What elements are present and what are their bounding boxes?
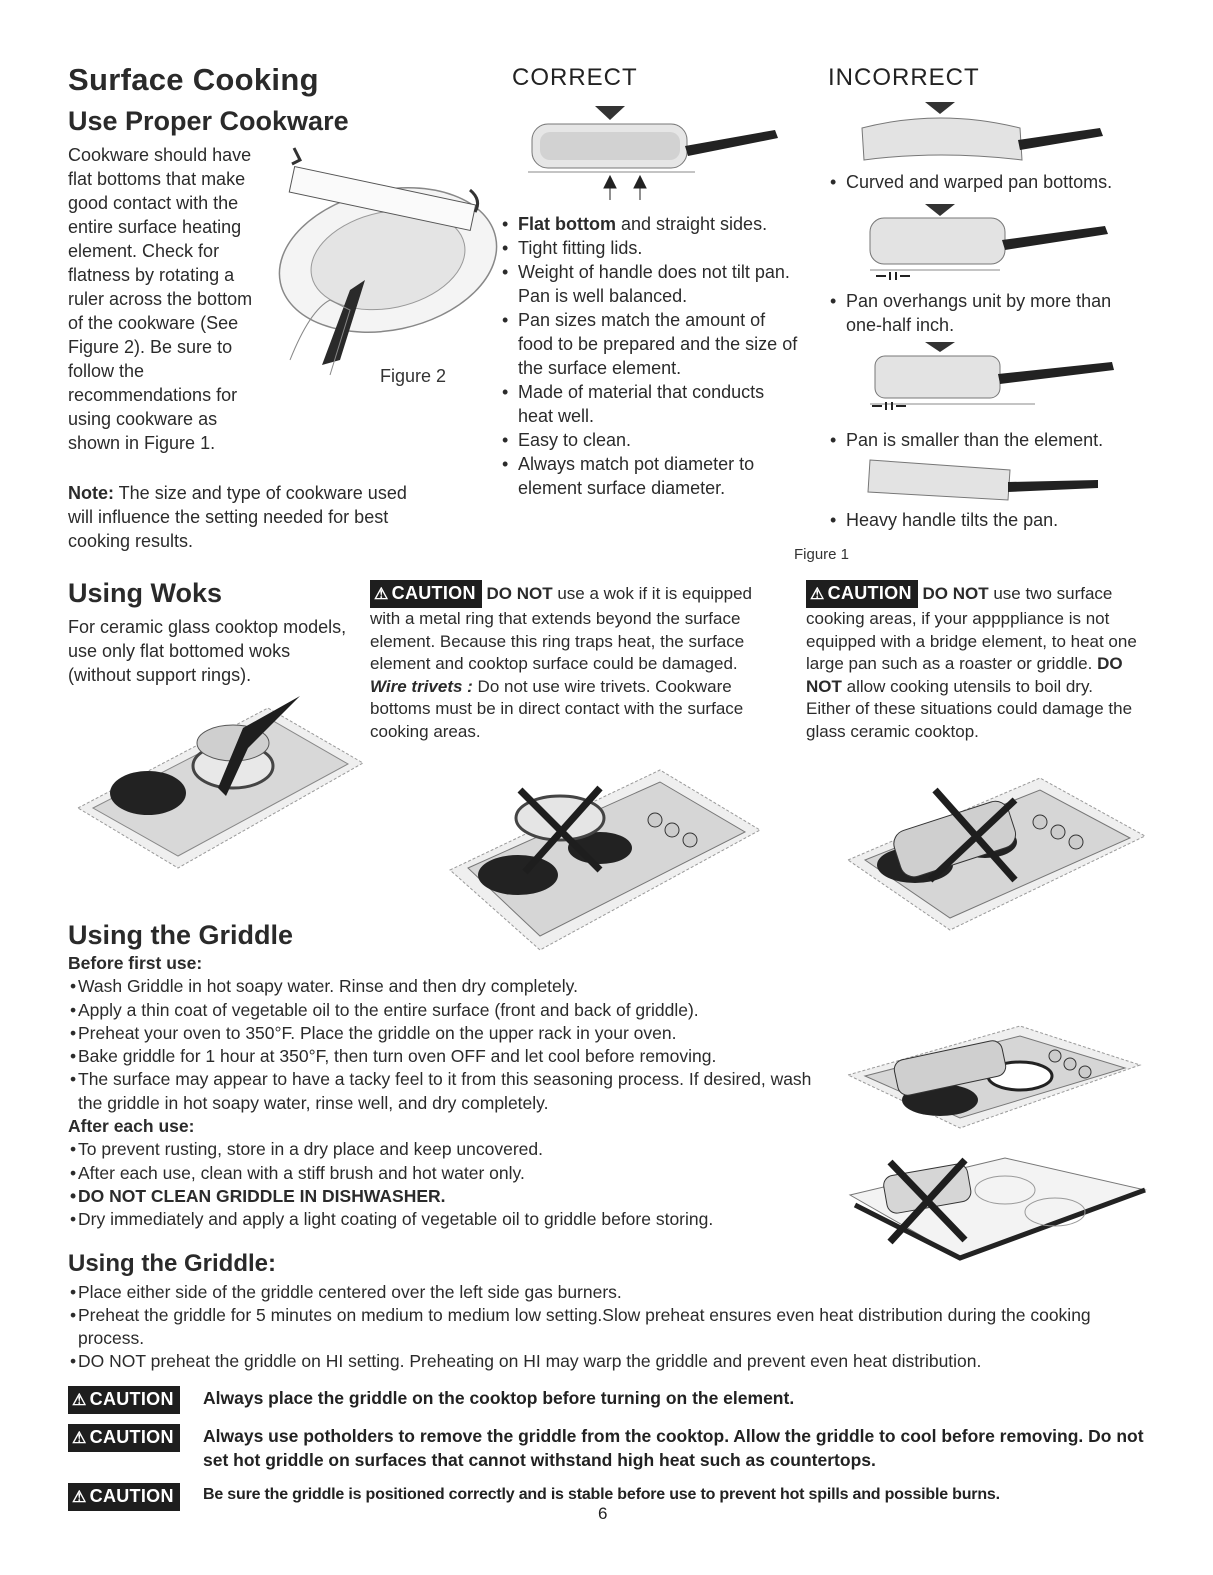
caution-text: Be sure the griddle is positioned correctly and is stable before use to prevent hot spills and possible burns. bbox=[203, 1486, 1000, 1503]
incorrect-item-3-wrap bbox=[828, 428, 1148, 452]
caution-badge bbox=[68, 1483, 180, 1511]
incorrect-item-2-wrap bbox=[828, 289, 1148, 337]
correct-item-flat bbox=[500, 212, 800, 236]
wok-caution-paragraph bbox=[370, 580, 775, 743]
warning-icon: ⚠ bbox=[374, 586, 389, 603]
correct-item: • Pan sizes match the amount of food to be prepared and the size of the surface element. bbox=[500, 308, 800, 380]
griddle-on-glass-cooktop-illustration bbox=[845, 1150, 1150, 1265]
warning-icon: ⚠ bbox=[72, 1489, 87, 1506]
woks-heading: Using Woks bbox=[68, 578, 223, 608]
incorrect-item: • Curved and warped pan bottoms. bbox=[828, 170, 1168, 194]
caution-label: CAUTION bbox=[391, 583, 476, 603]
griddle-section bbox=[68, 952, 828, 1232]
figure1-label: Figure 1 bbox=[794, 546, 850, 563]
overhang-pan-illustration bbox=[850, 200, 1110, 285]
bridge-caution-paragraph bbox=[806, 580, 1142, 743]
caution-label: CAUTION bbox=[89, 1427, 174, 1447]
caution-badge bbox=[68, 1424, 180, 1452]
wok-on-cooktop-illustration bbox=[68, 688, 368, 878]
list-item: • DO NOT CLEAN GRIDDLE IN DISHWASHER. bbox=[68, 1185, 828, 1208]
note-label: Note: bbox=[68, 483, 114, 503]
after-each-use-list bbox=[68, 1138, 828, 1231]
section-title-cookware: Use Proper Cookware bbox=[68, 106, 349, 136]
caution-text: Always place the griddle on the cooktop before turning on the element. bbox=[203, 1388, 795, 1408]
list-item: • Place either side of the griddle centered over the left side gas burners. bbox=[68, 1281, 1148, 1304]
warped-pan-illustration bbox=[850, 98, 1110, 168]
cookware-note bbox=[68, 481, 408, 553]
incorrect-item: • Heavy handle tilts the pan. bbox=[828, 508, 1148, 532]
correct-item: • Tight fitting lids. bbox=[500, 236, 800, 260]
caution-label: CAUTION bbox=[827, 583, 912, 603]
flat-bottom-text: and straight sides. bbox=[615, 214, 768, 234]
bridge-caution-text: use two surface cooking areas, if your appppliance is not equipped with a bridge element, to heat one large pan such as a roaster or griddle. bbox=[806, 584, 1137, 673]
after-each-use-label: After each use: bbox=[68, 1116, 195, 1137]
incorrect-item: • Pan is smaller than the element. bbox=[828, 428, 1148, 452]
wok-with-ring-illustration bbox=[440, 760, 770, 965]
correct-item: • Made of material that conducts heat well. bbox=[500, 380, 800, 428]
caution-label: CAUTION bbox=[89, 1486, 174, 1506]
caution-label: CAUTION bbox=[89, 1389, 174, 1409]
warning-icon: ⚠ bbox=[72, 1392, 87, 1409]
page-title: Surface Cooking bbox=[68, 62, 319, 97]
incorrect-item-1-wrap bbox=[828, 170, 1168, 194]
flat-bottom-label: Flat bottom bbox=[518, 214, 616, 234]
roaster-on-two-elements-illustration bbox=[840, 770, 1150, 940]
warning-icon: ⚠ bbox=[810, 586, 825, 603]
list-item: • DO NOT preheat the griddle on HI setting. Preheating on HI may warp the griddle and prevent even heat distribution. bbox=[68, 1350, 1148, 1373]
do-not-label: DO NOT bbox=[922, 584, 989, 603]
cookware-intro: Cookware should have flat bottoms that make good contact with the entire surface heating element. Check for flatness by rotating a ruler across the bottom of the cookware (See Figure 2). Be sure to follow the recommendations for using cookware as shown in Figure 1. bbox=[68, 145, 253, 453]
griddle-heading: Using the Griddle bbox=[68, 920, 294, 950]
boil-dry-caution-text: allow cooking utensils to boil dry. Either of these situations could damage the glass ceramic cooktop. bbox=[806, 676, 1133, 741]
griddle-usage-list bbox=[68, 1281, 1148, 1373]
caution-row-2 bbox=[68, 1424, 1148, 1472]
wok-caution-text: use a wok if it is equipped with a metal ring that extends beyond the surface element. Because this ring traps heat, the surface element and cooktop surface could be damaged. bbox=[370, 584, 752, 673]
note-text: The size and type of cookware used will influence the setting needed for best cooking results. bbox=[68, 483, 407, 551]
incorrect-heading: INCORRECT bbox=[828, 64, 980, 91]
wire-trivets-text: Do not use wire trivets. Cookware bottoms must be in direct contact with the surface cooking areas. bbox=[370, 676, 744, 741]
griddle-on-cooktop-illustration bbox=[840, 1020, 1150, 1135]
caution-badge bbox=[68, 1386, 180, 1414]
list-item: • Dry immediately and apply a light coating of vegetable oil to griddle before storing. bbox=[68, 1208, 828, 1231]
caution-row-1 bbox=[68, 1386, 1148, 1410]
warning-icon: ⚠ bbox=[72, 1430, 87, 1447]
correct-pan-illustration bbox=[510, 100, 785, 200]
list-item: • Bake griddle for 1 hour at 350°F, then turn oven OFF and let cool before removing. bbox=[68, 1045, 828, 1068]
correct-item: • Easy to clean. bbox=[500, 428, 800, 452]
list-item: • To prevent rusting, store in a dry place and keep uncovered. bbox=[68, 1138, 828, 1161]
correct-heading: CORRECT bbox=[512, 64, 638, 91]
correct-item: • Always match pot diameter to element surface diameter. bbox=[500, 452, 800, 500]
woks-text: For ceramic glass cooktop models, use only flat bottomed woks (without support rings). bbox=[68, 617, 347, 685]
incorrect-item: • Pan overhangs unit by more than one-half inch. bbox=[828, 289, 1148, 337]
before-first-use-list bbox=[68, 975, 828, 1115]
figure2-label: Figure 2 bbox=[380, 366, 447, 386]
caution-badge bbox=[370, 580, 482, 608]
griddle-usage-heading: Using the Griddle: bbox=[68, 1250, 277, 1277]
correct-list bbox=[500, 212, 800, 500]
do-not-label: DO NOT bbox=[806, 654, 1123, 696]
do-not-label: DO NOT bbox=[486, 584, 553, 603]
list-item: • The surface may appear to have a tacky feel to it from this seasoning process. If desired, wash the griddle in hot soapy water, rinse well, and dry completely. bbox=[68, 1068, 828, 1115]
caution-text: Always use potholders to remove the griddle from the cooktop. Allow the griddle to cool before removing. Do not set hot griddle on surfaces that cannot withstand high heat such as countertops. bbox=[203, 1426, 1144, 1470]
caution-badge bbox=[806, 580, 918, 608]
page-number: 6 bbox=[598, 1504, 608, 1523]
list-item: • Preheat the griddle for 5 minutes on medium to medium low setting.Slow preheat ensures even heat distribution during the cooking process. bbox=[68, 1304, 1148, 1350]
list-item: • After each use, clean with a stiff brush and hot water only. bbox=[68, 1162, 828, 1185]
list-item: • Wash Griddle in hot soapy water. Rinse and then dry completely. bbox=[68, 975, 828, 998]
caution-row-3 bbox=[68, 1483, 1148, 1507]
list-item: • Apply a thin coat of vegetable oil to the entire surface (front and back of griddle). bbox=[68, 999, 828, 1022]
before-first-use-label: Before first use: bbox=[68, 953, 203, 973]
figure2-illustration bbox=[270, 140, 510, 390]
heavy-handle-pan-illustration bbox=[860, 456, 1110, 506]
list-item: • Preheat your oven to 350°F. Place the griddle on the upper rack in your oven. bbox=[68, 1022, 828, 1045]
wire-trivets-label: Wire trivets : bbox=[370, 676, 473, 696]
incorrect-item-4-wrap bbox=[828, 508, 1148, 532]
small-pan-illustration bbox=[850, 340, 1120, 420]
correct-item: • Weight of handle does not tilt pan. Pan is well balanced. bbox=[500, 260, 800, 308]
